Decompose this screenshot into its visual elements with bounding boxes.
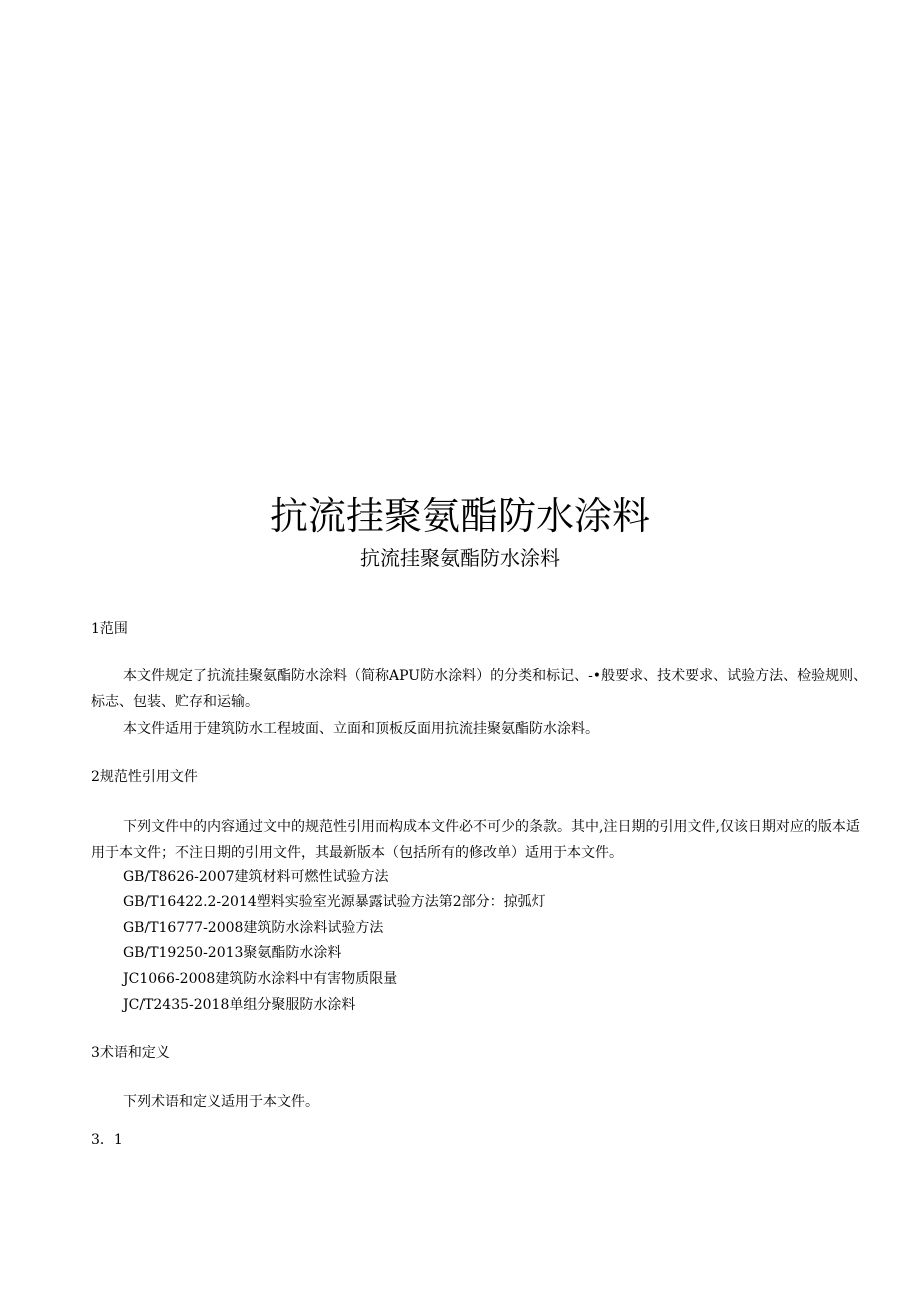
- section-1-heading: 1范围: [91, 621, 128, 637]
- section-3-heading: 3术语和定义: [91, 1045, 170, 1061]
- section-2-heading: 2规范性引用文件: [91, 769, 198, 785]
- reference-item: GB/T16422.2-2014塑料实验室光源暴露试验方法第2部分：掠弧灯: [123, 894, 546, 910]
- reference-item: JC/T2435-2018单组分聚服防水涂料: [123, 997, 356, 1013]
- section-1-paragraph-2: 本文件适用于建筑防水工程坡面、立面和顶板反面用抗流挂聚氨酯防水涂料。: [123, 721, 599, 737]
- document-subtitle: 抗流挂聚氨酯防水涂料: [360, 546, 560, 570]
- section-2-paragraph-1: 下列文件中的内容通过文中的规范性引用而构成本文件必不可少的条款。其中,注日期的引用文件,仅该日期对应的版本适用于本文件；不注日期的引用文件，其最新版本（包括所有的修改单）适用于本文件。: [91, 819, 860, 861]
- reference-item: JC1066-2008建筑防水涂料中有害物质限量: [123, 971, 398, 987]
- section-3-1-heading: 3．1: [91, 1132, 123, 1148]
- document-title: 抗流挂聚氨酯防水涂料: [269, 494, 650, 538]
- reference-item: GB/T19250-2013聚氨酯防水涂料: [123, 945, 342, 961]
- section-1-paragraph-1: 本文件规定了抗流挂聚氨酯防水涂料（简称APU防水涂料）的分类和标记、-•般要求、技术要求、试验方法、检验规则、标志、包装、贮存和运输。: [91, 668, 868, 710]
- reference-item: GB/T8626-2007建筑材料可燃性试验方法: [123, 869, 389, 885]
- reference-item: GB/T16777-2008建筑防水涂料试验方法: [123, 920, 384, 936]
- section-3-paragraph-1: 下列术语和定义适用于本文件。: [123, 1094, 319, 1110]
